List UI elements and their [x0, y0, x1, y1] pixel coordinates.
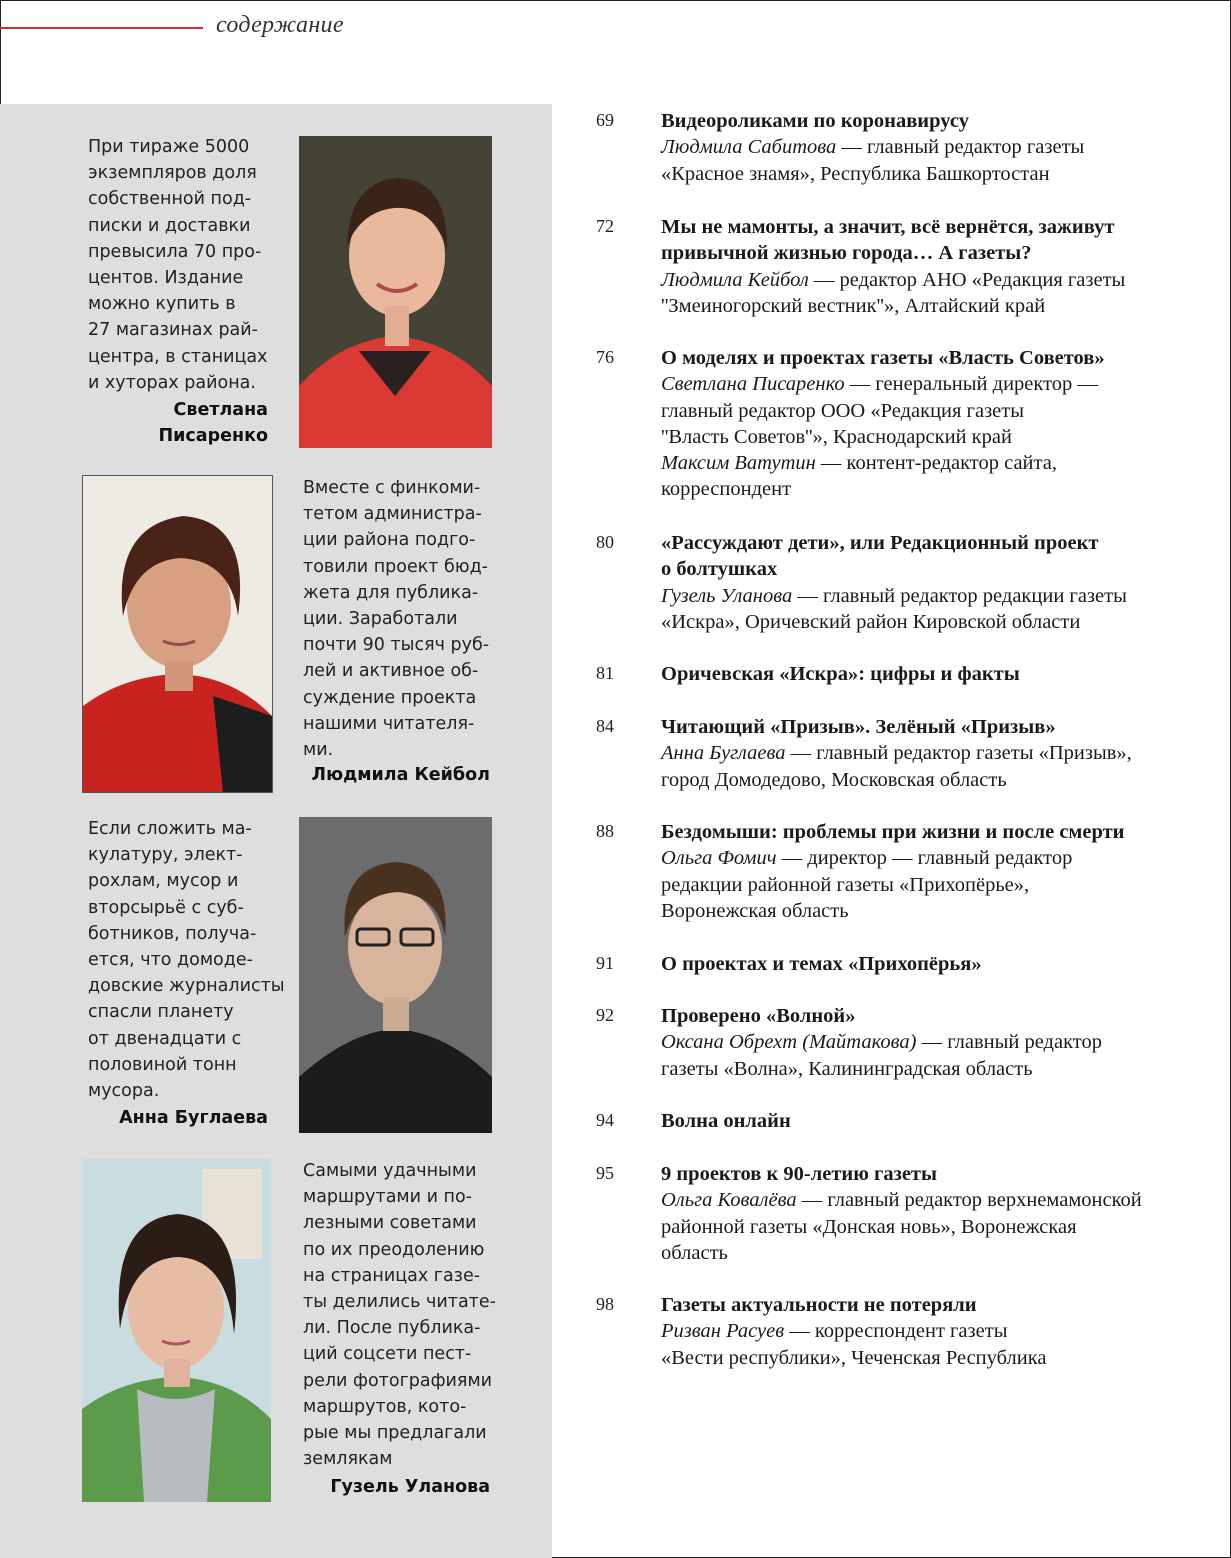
- quote-text: Вместе с финкоми- тетом администра- ции района подго- товили проект бюд- жета для публика- ции. Заработали почти 90 тысяч руб- лей и активное об- суждение проекта нашими читателя- ми.: [303, 478, 490, 761]
- quote-text: При тираже 5000 экземпляров доля собственной под- писки и доставки превысила 70 про- центов. Издание можно купить в 27 магазинах рай- центра, в станицах и хуторах района.: [88, 137, 268, 393]
- page-number: 69: [596, 110, 614, 130]
- entry-role: — главный редактор верхнемамонской районной газеты «Донская новь», Воронежская область: [661, 1189, 1142, 1264]
- entry-role: — редактор АНО «Редакция газеты ''Змеиногорский вестник''», Алтайский край: [661, 268, 1126, 317]
- portrait-photo: [299, 817, 492, 1133]
- entry-author: Ольга Ковалёва: [661, 1189, 797, 1212]
- quote-author: Анна Буглаева: [119, 1108, 268, 1128]
- page-number: 98: [596, 1294, 614, 1314]
- page-number: 80: [596, 532, 614, 552]
- entry-title: О моделях и проектах газеты «Власть Советов»: [661, 347, 1105, 369]
- entry-author: Оксана Обрехт (Майтакова): [661, 1031, 917, 1054]
- entry-role: — главный редактор газеты «Волна», Калининградская область: [661, 1031, 1102, 1080]
- entry-author: Ольга Фомич: [661, 847, 777, 870]
- entry-role: — генеральный директор — главный редактор ООО «Редакция газеты ''Власть Советов''», Краснодарский край: [661, 373, 1098, 448]
- page-number: 84: [596, 716, 614, 736]
- entry-role: — директор — главный редактор редакции районной газеты «Прихопёрье», Воронежская область: [661, 847, 1073, 922]
- entry-role-2: — контент-редактор сайта, корреспондент: [661, 452, 1057, 501]
- portrait-photo: [82, 475, 273, 793]
- entry-author: Гузель Уланова: [661, 584, 793, 607]
- page-number: 81: [596, 663, 614, 683]
- page-number: 72: [596, 216, 614, 236]
- entry-title: Мы не мамонты, а значит, всё вернётся, заживут привычной жизнью города… А газеты?: [661, 216, 1115, 265]
- portrait-photo: [82, 1159, 271, 1502]
- entry-role: — корреспондент газеты «Вести республики», Чеченская Республика: [661, 1320, 1047, 1369]
- entry-role: — главный редактор редакции газеты «Искра», Оричевский район Кировской области: [661, 584, 1127, 633]
- portrait-photo: [299, 136, 492, 448]
- section-title: содержание: [216, 12, 344, 38]
- header-accent-line: [0, 27, 203, 29]
- entry-title: Читающий «Призыв». Зелёный «Призыв»: [661, 716, 1056, 738]
- entry-title: Видеороликами по коронавирусу: [661, 110, 969, 132]
- entry-title: «Рассуждают дети», или Редакционный проект о болтушках: [661, 532, 1099, 581]
- entry-title: Газеты актуальности не потеряли: [661, 1294, 977, 1316]
- entry-author: Ризван Расуев: [661, 1320, 785, 1343]
- entry-title: Оричевская «Искра»: цифры и факты: [661, 663, 1020, 685]
- entry-title: Волна онлайн: [661, 1110, 791, 1132]
- entry-author: Людмила Кейбол: [661, 268, 809, 291]
- entry-author: Светлана Писаренко: [661, 373, 845, 396]
- page-number: 94: [596, 1110, 614, 1130]
- quote-text: Самыми удачными маршрутами и по- лезными советами по их преодолению на страницах газе- ты делились читате- ли. После публика- ций соцсети пест- рели фотографиями маршрутов, кото- рые мы предлагали землякам: [303, 1161, 496, 1470]
- entry-role: — главный редактор газеты «Призыв», город Домодедово, Московская область: [661, 742, 1132, 791]
- page-number: 95: [596, 1163, 614, 1183]
- page-number: 91: [596, 953, 614, 973]
- entry-title: Проверено «Волной»: [661, 1005, 856, 1027]
- entry-author-2: Максим Ватутин: [661, 452, 816, 475]
- page-number: 76: [596, 347, 614, 367]
- entry-title: 9 проектов к 90-летию газеты: [661, 1163, 937, 1185]
- entry-author: Анна Буглаева: [661, 742, 786, 765]
- quote-author: Людмила Кейбол: [311, 765, 490, 785]
- entry-title: Бездомыши: проблемы при жизни и после смерти: [661, 821, 1125, 843]
- quote-text: Если сложить ма- кулатуру, элект- рохлам, мусор и вторсырьё с суб- ботников, получа- ется, что домоде- довские журналисты спасли планету от двенадцати с половиной тонн мусора.: [88, 819, 285, 1102]
- quote-author: Гузель Уланова: [330, 1477, 490, 1497]
- quote-author: Светлана Писаренко: [158, 400, 268, 446]
- entry-author: Людмила Сабитова: [661, 136, 837, 159]
- page-number: 92: [596, 1005, 614, 1025]
- page-number: 88: [596, 821, 614, 841]
- entry-role: — главный редактор газеты «Красное знамя», Республика Башкортостан: [661, 136, 1085, 185]
- entry-title: О проектах и темах «Прихопёрья»: [661, 953, 982, 975]
